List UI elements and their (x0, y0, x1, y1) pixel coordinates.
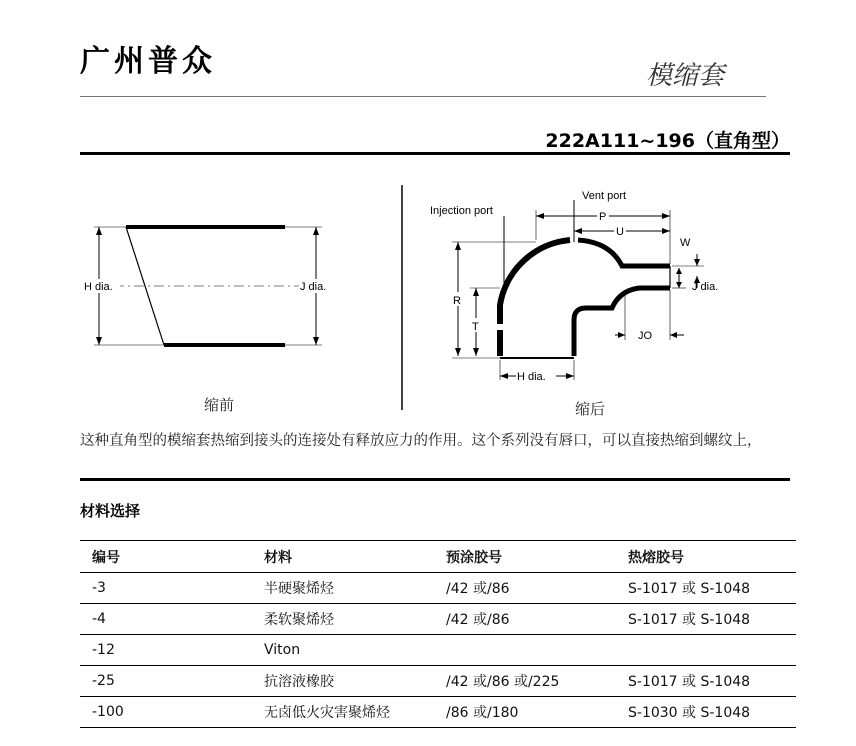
description-divider (80, 478, 790, 481)
header-material: 材料 (252, 541, 434, 573)
table-row (80, 697, 796, 728)
cell-hotmelt: S-1017 或 S-1048 (616, 573, 796, 604)
cell-material: 抗溶液橡胶 (252, 666, 434, 697)
cell-number: -12 (80, 635, 252, 666)
vent-port-label: Vent port (582, 190, 627, 202)
cell-number: -4 (80, 604, 252, 635)
cell-material: 柔软聚烯烃 (252, 604, 434, 635)
header-hotmelt-adhesive: 热熔胶号 (616, 541, 796, 573)
header-number: 编号 (80, 541, 252, 573)
materials-section-title: 材料选择 (80, 502, 141, 520)
t-label: T (472, 321, 479, 333)
cell-hotmelt: S-1030 或 S-1048 (616, 697, 796, 728)
table-row (80, 635, 796, 666)
cell-number: -3 (80, 573, 252, 604)
elbow-outer-taper (578, 240, 670, 266)
table-row (80, 604, 796, 635)
elbow-outer-wall (500, 240, 570, 356)
caption-after: 缩后 (575, 400, 606, 418)
cell-material: 半硬聚烯烃 (252, 573, 434, 604)
cell-hotmelt: S-1017 或 S-1048 (616, 666, 796, 697)
cell-precoat: /42 或/86 (434, 604, 616, 635)
caption-before: 缩前 (204, 396, 235, 414)
header-precoat-adhesive: 预涂胶号 (434, 541, 616, 573)
description-text: 这种直角型的模缩套热缩到接头的连接处有释放应力的作用。这个系列没有唇口，可以直接热缩到螺纹上， (80, 433, 762, 449)
before-shrink-diagram (84, 227, 337, 345)
product-name: 模缩套 (646, 61, 725, 91)
cell-precoat: /86 或/180 (434, 697, 616, 728)
cell-hotmelt (616, 635, 796, 666)
h-dia-label-after: H dia. (517, 371, 546, 383)
table-row (80, 573, 796, 604)
cell-number: -100 (80, 697, 252, 728)
cell-material: 无卤低火灾害聚烯烃 (252, 697, 434, 728)
injection-port-label: Injection port (430, 205, 493, 217)
h-dia-label: H dia. (84, 281, 113, 293)
cell-material: Viton (252, 635, 434, 666)
title-divider (80, 152, 790, 155)
company-logo-text: 广州普众 (80, 44, 216, 79)
cell-precoat (434, 635, 616, 666)
cell-precoat: /42 或/86 (434, 573, 616, 604)
r-label: R (453, 295, 461, 307)
jo-label: JO (638, 330, 653, 342)
p-label: P (599, 211, 607, 223)
cell-hotmelt: S-1017 或 S-1048 (616, 604, 796, 635)
dimension-diagrams (80, 180, 796, 420)
j-dia-label: J dia. (300, 281, 327, 293)
part-number-title: 222A111~196（直角型） (545, 130, 790, 152)
after-shrink-diagram (430, 190, 718, 383)
cell-number: -25 (80, 666, 252, 697)
table-row (80, 666, 796, 697)
cell-precoat: /42 或/86 或/225 (434, 666, 616, 697)
j-dia-label-after: J dia. (692, 281, 719, 293)
table-header-row (80, 541, 796, 573)
w-label: W (680, 237, 691, 249)
header-divider (80, 96, 766, 97)
materials-table (80, 540, 796, 728)
elbow-inner-wall (574, 288, 670, 356)
u-label: U (616, 226, 624, 238)
